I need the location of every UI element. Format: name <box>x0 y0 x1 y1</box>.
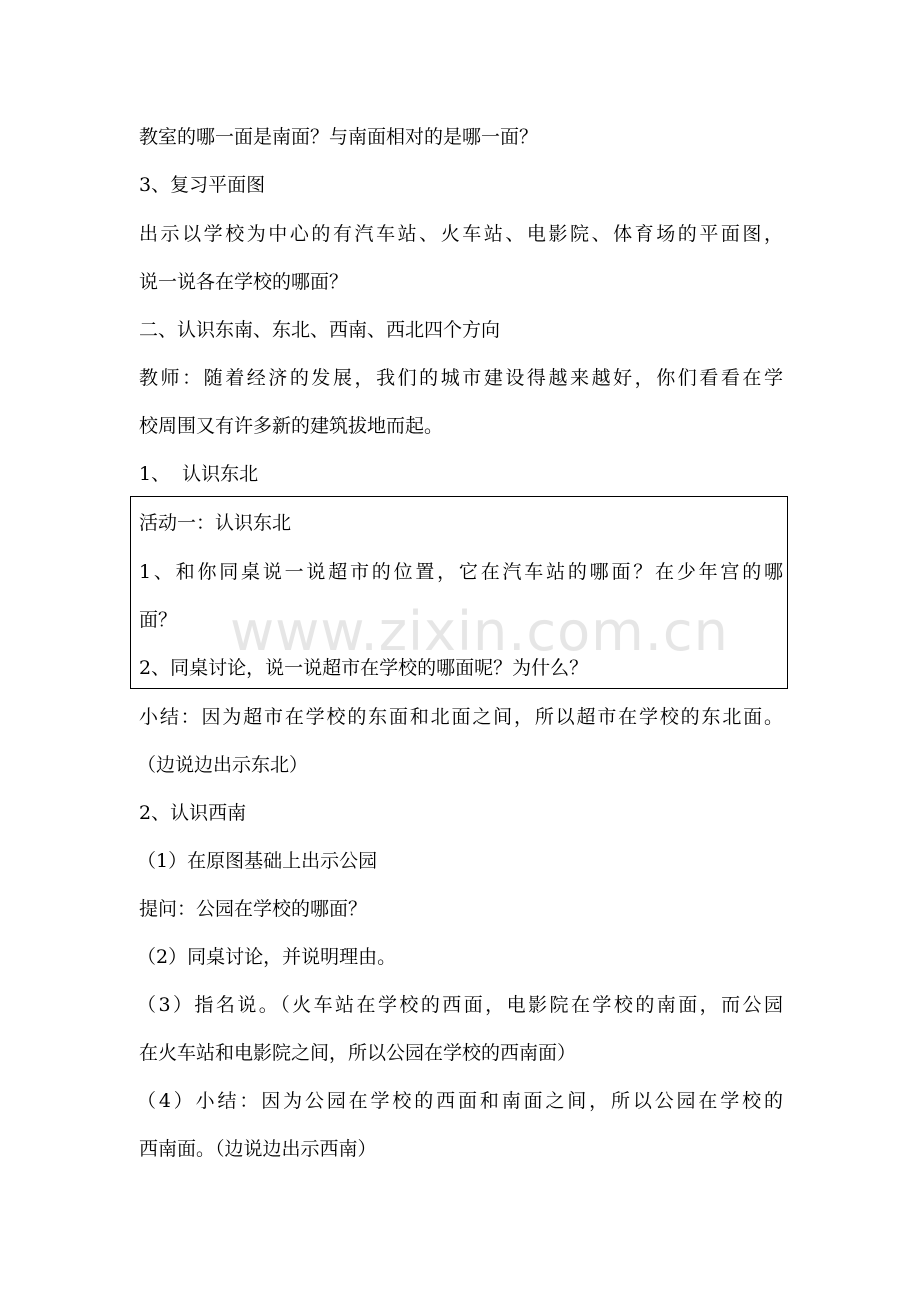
subheading-southwest: 2、认识西南 <box>139 802 247 824</box>
text-line-step-3-cont: 在火车站和电影院之间，所以公园在学校的西南面） <box>139 1042 577 1064</box>
activity-item-1-cont: 面？ <box>139 609 178 631</box>
subheading-northeast: 1、 认识东北 <box>139 463 259 485</box>
text-line-teacher-intro-cont: 校周围又有许多新的建筑拔地而起。 <box>139 415 444 437</box>
text-line-step-3: （3）指名说。（火车站在学校的西面，电影院在学校的南面，而公园 <box>137 994 783 1016</box>
text-line-show-map: 出示以学校为中心的有汽车站、火车站、电影院、体育场的平面图， <box>139 223 783 245</box>
activity-item-1: 1、和你同桌说一说超市的位置，它在汽车站的哪面？在少年宫的哪 <box>139 561 783 583</box>
activity-item-2: 2、同桌讨论，说一说超市在学校的哪面呢？为什么？ <box>139 657 589 679</box>
text-line-step-1: （1）在原图基础上出示公园 <box>137 850 378 872</box>
text-line-say-direction: 说一说各在学校的哪面？ <box>139 271 349 293</box>
text-line-question-park: 提问：公园在学校的哪面？ <box>139 898 368 920</box>
watermark: www.zixin.com.cn <box>230 600 729 663</box>
text-line-classroom-question: 教室的哪一面是南面？与南面相对的是哪一面？ <box>139 126 539 148</box>
section-heading-four-directions: 二、认识东南、东北、西南、西北四个方向 <box>139 319 501 341</box>
text-line-show-northeast: （边说边出示东北） <box>137 754 309 776</box>
text-line-summary-northeast: 小结：因为超市在学校的东面和北面之间，所以超市在学校的东北面。 <box>139 706 783 728</box>
text-line-step-2: （2）同桌讨论，并说明理由。 <box>137 946 397 968</box>
activity-title: 活动一：认识东北 <box>139 512 292 534</box>
text-line-step-4: （4）小结：因为公园在学校的西面和南面之间，所以公园在学校的 <box>137 1090 783 1112</box>
text-line-teacher-intro: 教师：随着经济的发展，我们的城市建设得越来越好，你们看看在学 <box>139 367 783 389</box>
text-line-step-4-cont: 西南面。（边说边出示西南） <box>139 1138 377 1160</box>
text-line-review-heading: 3、复习平面图 <box>139 174 266 196</box>
